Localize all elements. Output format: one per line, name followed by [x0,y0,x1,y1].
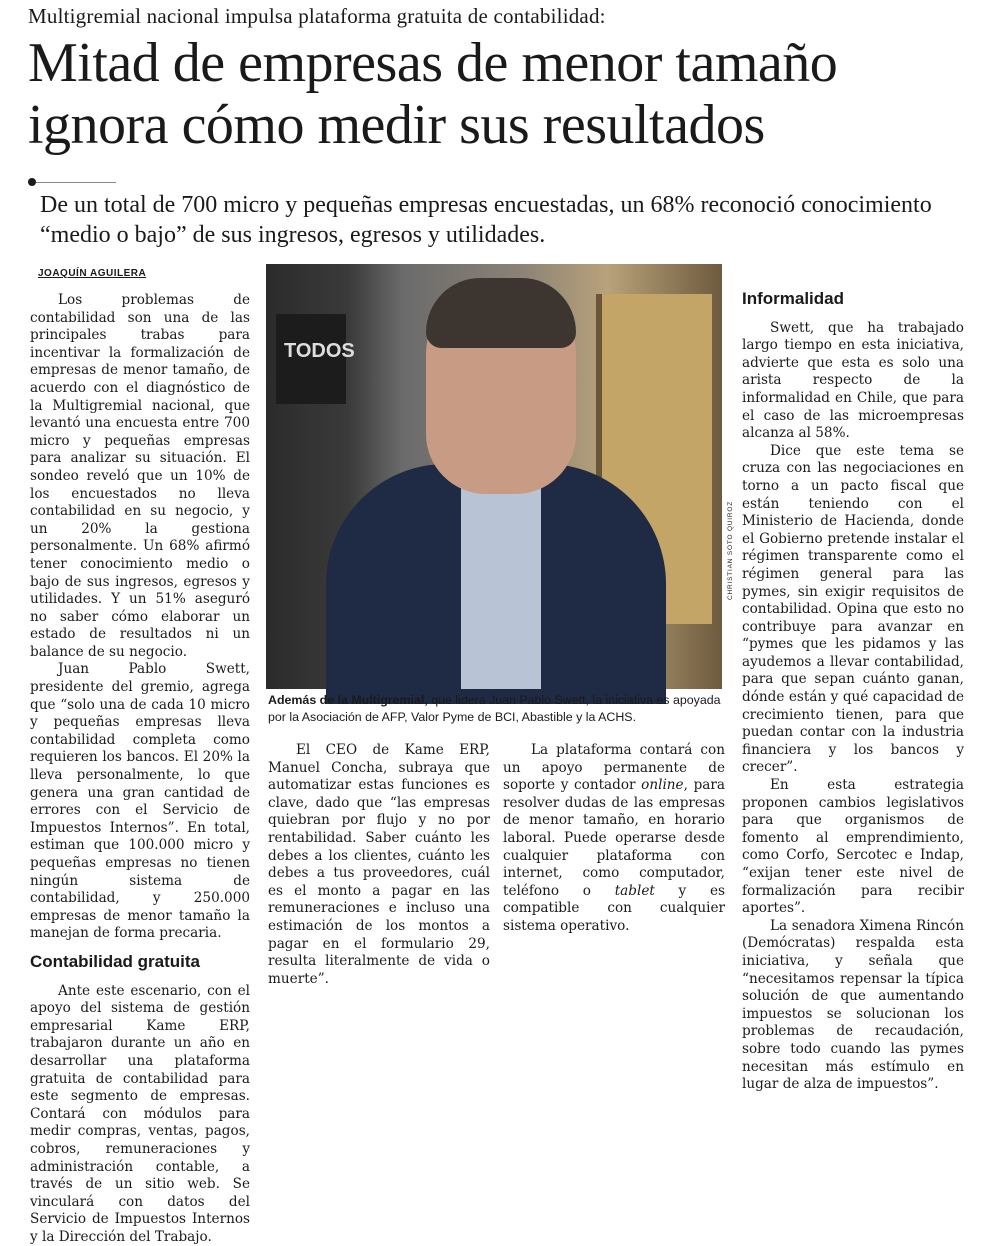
caption-lead: Además de la Multigremial, [268,693,428,707]
sign-text: TODOS [284,340,355,362]
photo-caption [268,692,722,726]
text-run: , para resolver dudas de las empresas de menor tamaño, en horario laboral. Puede operarse desde cualquier plataforma con internet, como computador, teléfono o [503,777,725,899]
decorative-rule [36,182,116,183]
text-italic: online [641,777,684,794]
paragraph: Los problemas de contabilidad son una de las principales trabas para incentivar la formalización de empresas de menor tamaño, de acuerdo con el diagnóstico de la Multigremial nacional, que levantó una encuesta entre 700 micro y pequeñas empresas para analizar su situación. El sondeo reveló que un 10% de los encuestados no lleva contabilidad en su negocio, y un 20% la gestiona personalmente. Un 68% afirmó tener conocimiento medio o bajo de sus ingresos, egresos y utilidades. Y un 51% aseguró no saber cómo elaborar un estado de resultados ni un balance de su negocio. [30,292,250,660]
text-column-3 [503,742,725,1024]
photo-credit: CHRISTIAN SOTO QUIROZ [727,500,734,600]
paragraph: Ante este escenario, con el apoyo del sistema de gestión empresarial Kame ERP, trabajaron durante un año en desarrollar una plataforma gratuita de contabilidad para este segmento de empresas. Contará con módulos para medir compras, ventas, pagos, cobros, remuneraciones y administración contable, a través de un sitio web. Se vinculará con datos del Servicio de Impuestos Internos y la Dirección del Trabajo. [30,982,250,1245]
paragraph: Dice que este tema se cruza con las negociaciones en torno a un pacto fiscal que están teniendo con el Ministerio de Hacienda, donde el Gobierno pretende instalar el régimen transparente como el régimen general para las pymes, sin exigir requisitos de contabilidad. Opina que esto no contribuye para avanzar en “pymes que les pidamos y las ayudemos a llevar contabilidad, para que sepan cuánto ganan, dónde están y qué capacidad de crecimiento tienen, para que puedan contar con la industria financiera y los bancos y crecer”. [742,442,964,776]
text-italic: tablet [614,882,655,899]
decorative-dot [28,178,36,186]
article-byline: JOAQUÍN AGUILERA [38,268,147,279]
background-sign [276,314,355,404]
subheading-contabilidad: Contabilidad gratuita [30,951,200,971]
text-column-2 [268,742,490,1024]
text-run: La plataforma contará con un apoyo permanente de soporte y contador [503,742,725,794]
paragraph: Juan Pablo Swett, presidente del gremio, agrega que “solo una de cada 10 micro y pequeñas empresas lleva contabilidad completa como requieren los bancos. El 20% la lleva personalmente, lo que genera una gran cantidad de errores con el Servicio de Impuestos Internos”. En total, estiman que 100.000 micro y pequeñas empresas no tienen ningún sistema de contabilidad, y 250.000 empresas de menor tamaño la manejan de forma precaria. [30,661,250,942]
article-kicker: Multigremial nacional impulsa plataforma gratuita de contabilidad: [28,4,606,28]
person-shirt [461,474,541,689]
paragraph: El CEO de Kame ERP, Manuel Concha, subraya que automatizar estas funciones es clave, dado que “las empresas quiebran por flujo y no por rentabilidad. Saber cuánto les debes a los clientes, cuánto les debes a tus proveedores, cuál es el monto a pagar en las remuneraciones e incluso una estimación de los montos a pagar en el formulario 29, resulta literalmente de vida o muerte”. [268,742,490,987]
subheading-informalidad: Informalidad [742,289,845,308]
paragraph: En esta estrategia proponen cambios legislativos para que organismos de fomento al emprendimiento, como Corfo, Sercotec e Indap, “exijan tener este nivel de formalización para recibir aportes”. [742,777,964,917]
text-run: y es compatible con cualquier sistema operativo. [503,882,725,934]
paragraph: Swett, que ha trabajado largo tiempo en esta iniciativa, advierte que esta es solo una arista respecto de la informalidad en Chile, que para el caso de las microempresas alcanza al 58%. [742,319,964,442]
article-deck: De un total de 700 micro y pequeñas empresas encuestadas, un 68% reconoció conocimiento “medio o bajo” de sus ingresos, egresos y utilidades. [40,192,932,248]
article-headline: Mitad de empresas de menor tamaño ignora cómo medir sus resultados [28,32,838,156]
text-column-1 [30,292,250,1245]
paragraph [503,742,725,936]
caption-text: que lidera Juan Pablo Swett, la iniciativa es apoyada por la Asociación de AFP, Valor Pyme de BCI, Abastible y la ACHS. [268,693,721,724]
person-hair [426,278,576,348]
text-column-4 [742,260,964,1093]
paragraph: La senadora Ximena Rincón (Demócratas) respalda esta iniciativa, y señala que “necesitamos repensar la típica solución de que aumentando impuestos se solucionan los problemas de recaudación, sobre todo cuando las pymes necesitan más estímulo en lugar de alza de impuestos”. [742,917,964,1093]
article-photo [266,264,722,689]
